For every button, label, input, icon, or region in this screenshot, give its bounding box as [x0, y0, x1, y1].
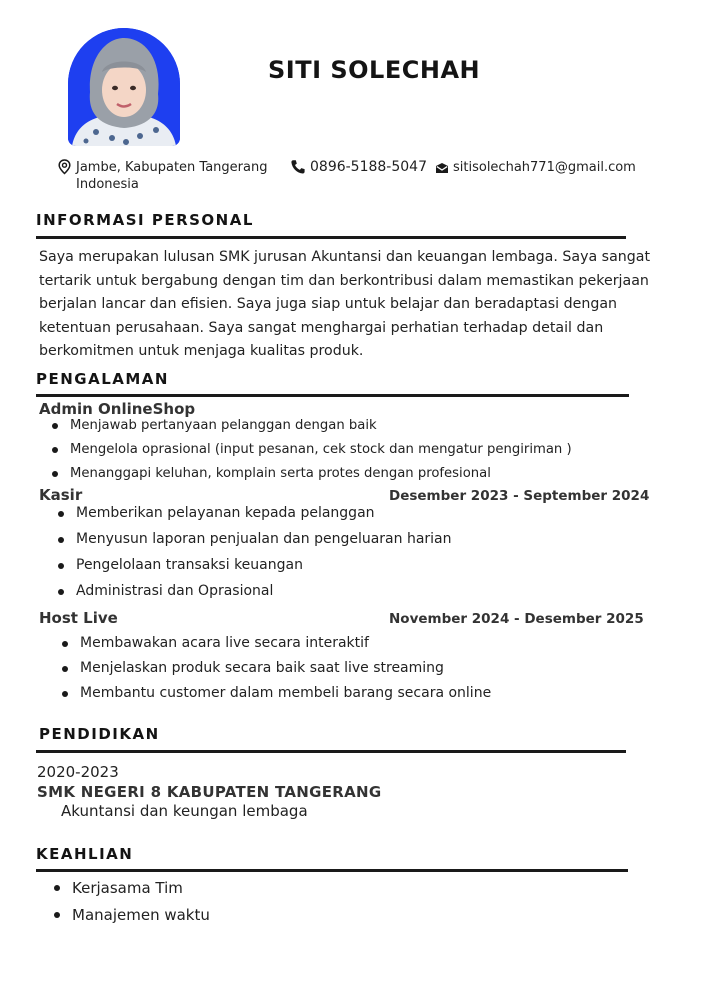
profile-photo [68, 28, 180, 146]
list-item: Memberikan pelayanan kepada pelanggan [56, 505, 616, 531]
contact-email [435, 159, 636, 176]
list-item: Membawakan acara live secara interaktif [60, 635, 620, 660]
envelope-icon [435, 162, 449, 179]
list-item: Pengelolaan transaksi keuangan [56, 557, 616, 583]
job-title: Kasir [39, 486, 83, 504]
job-task-list [50, 418, 650, 490]
education-major: Akuntansi dan keungan lembaga [61, 802, 308, 820]
education-school: SMK NEGERI 8 KABUPATEN TANGERANG [37, 783, 382, 801]
section-divider [36, 750, 626, 753]
skills-list [52, 879, 352, 933]
list-item: Menjelaskan produk secara baik saat live streaming [60, 660, 620, 685]
email-address: sitisolechah771@gmail.com [453, 160, 636, 175]
job-title: Host Live [39, 609, 118, 627]
list-item: Menyusun laporan penjualan dan pengeluaran harian [56, 531, 616, 557]
list-item: Menanggapi keluhan, komplain serta protes dengan profesional [50, 466, 650, 490]
section-heading-personal: INFORMASI PERSONAL [36, 211, 254, 229]
contact-phone [290, 159, 427, 176]
section-divider [36, 394, 629, 397]
job-task-list [60, 635, 620, 710]
contact-address [58, 159, 306, 193]
list-item: Mengelola oprasional (input pesanan, cek stock dan mengatur pengiriman ) [50, 442, 650, 466]
phone-number: 0896-5188-5047 [310, 159, 427, 175]
section-divider [36, 236, 626, 239]
job-period: November 2024 - Desember 2025 [389, 611, 644, 627]
map-pin-icon [58, 159, 71, 180]
job-period: Desember 2023 - September 2024 [389, 488, 650, 504]
address-line-2: Indonesia [76, 177, 139, 192]
address-line-1: Jambe, Kabupaten Tangerang [76, 160, 268, 175]
job-task-list [56, 505, 616, 609]
section-divider [36, 869, 628, 872]
list-item: Manajemen waktu [52, 906, 352, 933]
list-item: Kerjasama Tim [52, 879, 352, 906]
section-heading-skills: KEAHLIAN [36, 845, 134, 863]
section-heading-education: PENDIDIKAN [39, 725, 160, 743]
profile-photo-illustration [68, 28, 180, 146]
list-item: Menjawab pertanyaan pelanggan dengan baik [50, 418, 650, 442]
list-item: Administrasi dan Oprasional [56, 583, 616, 609]
section-heading-experience: PENGALAMAN [36, 370, 169, 388]
list-item: Membantu customer dalam membeli barang secara online [60, 685, 620, 710]
phone-icon [290, 159, 306, 180]
education-year: 2020-2023 [37, 763, 119, 781]
resume-name: SITI SOLECHAH [268, 56, 481, 84]
personal-summary: Saya merupakan lulusan SMK jurusan Akuntansi dan keuangan lembaga. Saya sangat tertarik untuk bergabung dengan tim dan berkontribusi dalam memastikan pekerjaan berjalan lancar dan efisien. Saya juga siap untuk belajar dan beradaptasi dengan ketentuan perusahaan. Saya sangat menghargai perhatian terhadap detail dan berkomitmen untuk menjaga kualitas produk. [39, 249, 651, 359]
job-title: Admin OnlineShop [39, 400, 196, 418]
